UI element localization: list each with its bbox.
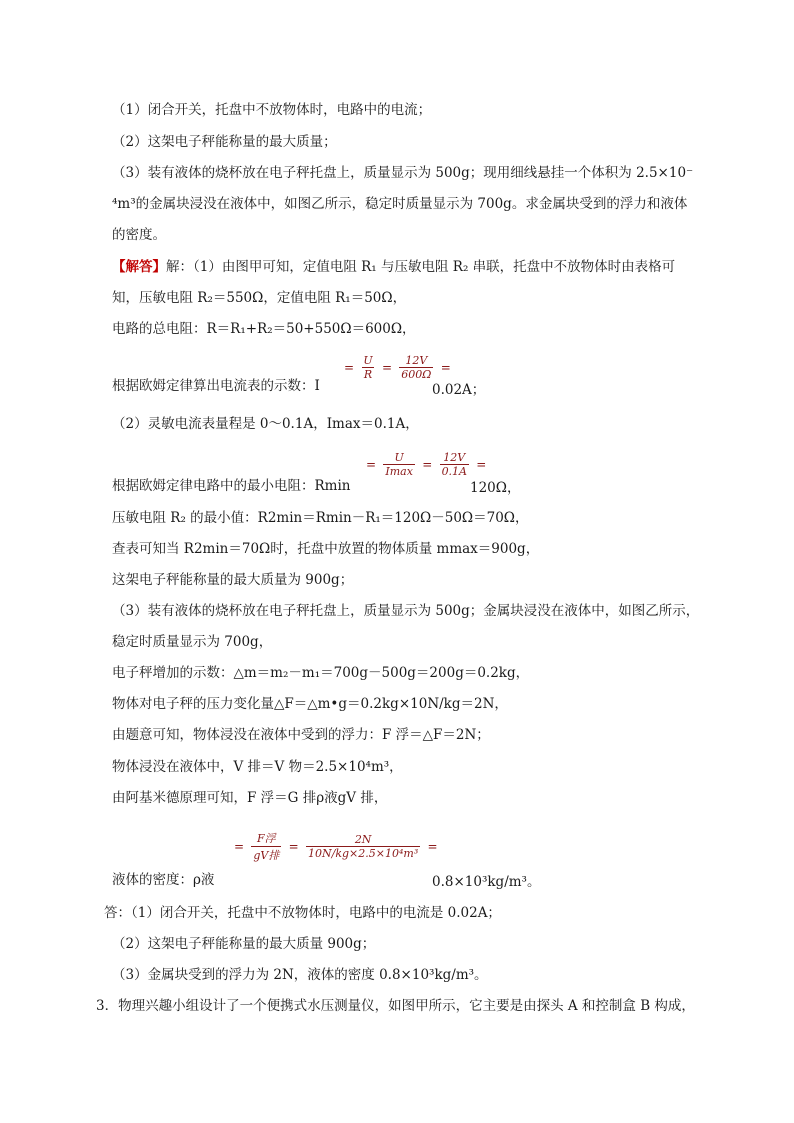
answer-line-17: 液体的密度：ρ液 [112, 872, 215, 888]
answer-line-10: （3）装有液体的烧杯放在电子秤托盘上，质量显示为 500g；金属块浸没在液体中，如图乙所示， [112, 603, 700, 619]
next-question: 3．物理兴趣小组设计了一个便携式水压测量仪，如图甲所示，它主要是由探头 A 和控制盒 B 构成， [96, 998, 695, 1014]
question-part-1: （1）闭合开关，托盘中不放物体时，电路中的电流； [112, 102, 432, 118]
answer-line-6: 根据欧姆定律电路中的最小电阻：Rmin [112, 478, 351, 494]
answer-line-4-result: 0.02A； [432, 382, 486, 398]
answer-line-1: 【解答】解：（1）由图甲可知，定值电阻 R₁ 与压敏电阻 R₂ 串联，托盘中不放物体时由表格可 [112, 259, 676, 275]
answer-line-17-result: 0.8×10³kg/m³。 [432, 874, 541, 890]
answer-line-16: 由阿基米德原理可知，F 浮＝G 排ρ液gV 排， [112, 790, 388, 806]
answer-line-4: 根据欧姆定律算出电流表的示数：I [112, 378, 320, 394]
formula-min-resistance: = $\frac{U}{Imax}$ = $\frac{12V}{0.1A}$ = [366, 451, 487, 478]
question-part-3-line-1: （3）装有液体的烧杯放在电子秤托盘上，质量显示为 500g；现用细线悬挂一个体积为 2.5×10⁻ [112, 165, 694, 181]
answer-line-8: 查表可知当 R2min＝70Ω时，托盘中放置的物体质量 mmax＝900g， [112, 541, 540, 557]
formula-density: = $\frac{\text{F浮}}{\text{gV排}}$ = $\frac{2N}{\text{10N/kg×2.5×10⁴m³}}$ = [234, 832, 438, 862]
answer-line-13: 物体对电子秤的压力变化量△F＝△m•g＝0.2kg×10N/kg＝2N， [112, 696, 508, 712]
question-part-2: （2）这架电子秤能称量的最大质量； [112, 134, 337, 150]
answer-line-12: 电子秤增加的示数：△m＝m₂－m₁＝700g－500g＝200g＝0.2kg， [112, 665, 530, 681]
answer-line-3: 电路的总电阻：R＝R₁+R₂＝50+550Ω＝600Ω， [112, 321, 416, 337]
answer-line-2: 知，压敏电阻 R₂＝550Ω，定值电阻 R₁＝50Ω， [112, 290, 407, 306]
conclusion-line-1: 答：（1）闭合开关，托盘中不放物体时，电路中的电流是 0.02A； [104, 905, 501, 921]
answer-line-5: （2）灵敏电流表量程是 0～0.1A，Imax＝0.1A， [112, 416, 419, 432]
answer-line-15: 物体浸没在液体中，V 排＝V 物＝2.5×10⁴m³， [112, 759, 403, 775]
answer-tag: 【解答】 [112, 259, 166, 275]
answer-line-9: 这架电子秤能称量的最大质量为 900g； [112, 572, 354, 588]
formula-current: = $\frac{U}{R}$ = $\frac{12V}{600\Omega}$ = [344, 354, 451, 381]
conclusion-line-2: （2）这架电子秤能称量的最大质量 900g； [112, 936, 376, 952]
answer-line-7: 压敏电阻 R₂ 的最小值：R2min＝Rmin－R₁＝120Ω－50Ω＝70Ω， [112, 510, 529, 526]
question-part-3-line-2: ⁴m³的金属块浸没在液体中，如图乙所示，稳定时质量显示为 700g。求金属块受到的浮力和液体 [112, 196, 688, 212]
answer-line-6-result: 120Ω， [470, 480, 521, 496]
answer-line-14: 由题意可知，物体浸没在液体中受到的浮力：F 浮＝△F＝2N； [112, 727, 490, 743]
question-part-3-line-3: 的密度。 [112, 227, 166, 243]
conclusion-line-3: （3）金属块受到的浮力为 2N，液体的密度 0.8×10³kg/m³。 [112, 967, 488, 983]
answer-line-11: 稳定时质量显示为 700g， [112, 634, 273, 650]
